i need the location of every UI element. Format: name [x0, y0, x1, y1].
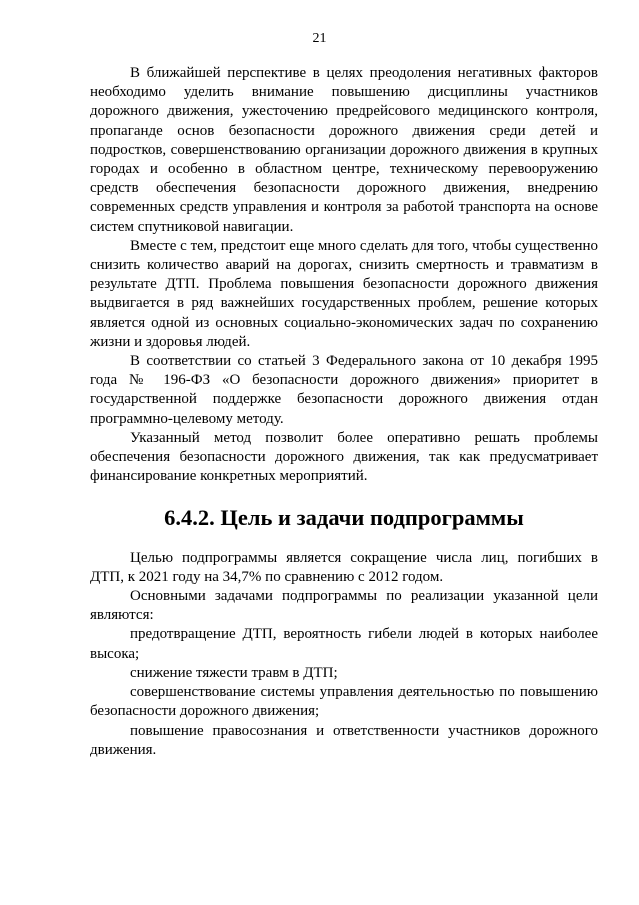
task-item: повышение правосознания и ответственности участников дорожного движения.	[90, 722, 598, 758]
task-item: предотвращение ДТП, вероятность гибели людей в которых наиболее высока;	[90, 626, 598, 662]
page-number: 21	[312, 31, 327, 46]
task-item: совершенствование системы управления деятельностью по повышению безопасности дорожного движения;	[90, 684, 598, 720]
paragraph-goal: Целью подпрограммы является сокращение числа лиц, погибших в ДТП, к 2021 году на 34,7% по сравнению с 2012 годом.	[90, 549, 598, 585]
paragraph-federal-law: В соответствии со статьей 3 Федерального закона от 10 декабря 1995 года № 196-ФЗ «О безопасности дорожного движения» приоритет в государственной поддержке безопасности дорожного движения отдан программно-целевому методу.	[90, 353, 598, 427]
document-body	[90, 64, 598, 760]
paragraph-method: Указанный метод позволит более оперативно решать проблемы обеспечения безопасности дорожного движения, так как предусматривает финансирование конкретных мероприятий.	[90, 429, 598, 485]
paragraph-problem: Вместе с тем, предстоит еще много сделать для того, чтобы существенно снизить количество аварий на дорогах, снизить смертность и травматизм в результате ДТП. Проблема повышения безопасности дорожного движения выдвигается в ряд важнейших государственных проблем, решение которых является одной из основных социально-экономических задач по сохранению жизни и здоровья людей.	[90, 237, 598, 350]
paragraph-measures: В ближайшей перспективе в целях преодоления негативных факторов необходимо уделить внимание повышению дисциплины участников дорожного движения, ужесточению предрейсового медицинского контроля, пропаганде основ безопасности дорожного движения среди детей и подростков, совершенствованию организации дорожного движения в крупных городах и особенно в областном центре, техническому перевооружению средств обеспечения безопасности дорожного движения, внедрению современных средств управления и контроля за работой транспорта на основе систем спутниковой навигации.	[90, 65, 598, 235]
task-item: снижение тяжести травм в ДТП;	[130, 664, 338, 681]
paragraph-tasks-intro: Основными задачами подпрограммы по реализации указанной цели являются:	[90, 588, 598, 624]
section-heading: 6.4.2. Цель и задачи подпрограммы	[164, 505, 524, 531]
